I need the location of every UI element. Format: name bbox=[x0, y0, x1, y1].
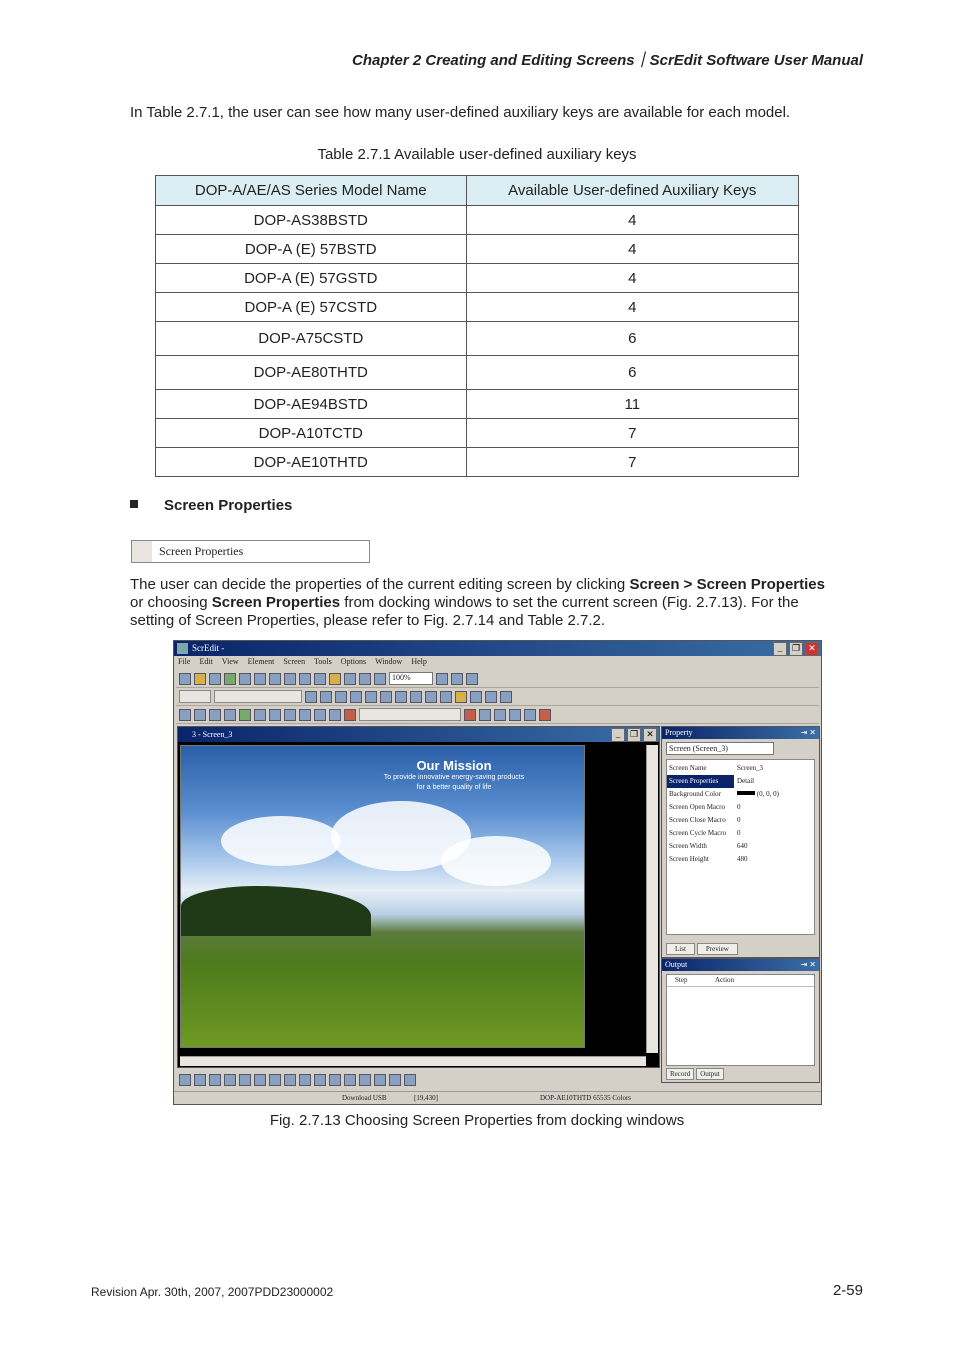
column-header: Action bbox=[715, 976, 735, 984]
property-row[interactable] bbox=[667, 840, 814, 853]
bar-icon[interactable] bbox=[209, 709, 221, 721]
bold-icon[interactable] bbox=[410, 691, 422, 703]
menu-element[interactable]: Element bbox=[247, 657, 275, 666]
model-cell: DOP-A10TCTD bbox=[156, 419, 467, 448]
zoom-out-icon[interactable] bbox=[451, 673, 463, 685]
tab-list[interactable]: List bbox=[666, 943, 695, 955]
app-icon bbox=[177, 643, 188, 654]
property-value bbox=[734, 788, 779, 801]
status-bar bbox=[174, 1091, 821, 1104]
running-header: Chapter 2 Creating and Editing Screens｜ScrEdit Software User Manual bbox=[352, 52, 863, 69]
output-grid bbox=[666, 974, 815, 1066]
mission-line: To provide innovative energy-saving products bbox=[383, 774, 525, 781]
download-icon[interactable] bbox=[539, 709, 551, 721]
minimize-icon[interactable]: _ bbox=[611, 728, 625, 742]
menu-screen[interactable]: Screen bbox=[283, 657, 306, 666]
keys-cell: 7 bbox=[466, 419, 798, 448]
new-icon[interactable] bbox=[179, 673, 191, 685]
zoom-select[interactable]: 100% bbox=[389, 672, 433, 685]
property-key: Screen Height bbox=[669, 855, 709, 863]
menu-help[interactable]: Help bbox=[411, 657, 427, 666]
compile-icon[interactable] bbox=[374, 673, 386, 685]
chart-icon[interactable] bbox=[299, 709, 311, 721]
column-header: Available User-defined Auxiliary Keys bbox=[466, 176, 798, 206]
layout-m-icon[interactable] bbox=[359, 1074, 371, 1086]
layout-n-icon[interactable] bbox=[374, 1074, 386, 1086]
layer-icon[interactable] bbox=[500, 691, 512, 703]
text-icon[interactable] bbox=[395, 691, 407, 703]
align-top-icon[interactable] bbox=[350, 691, 362, 703]
layout-toolbar bbox=[176, 1071, 663, 1088]
status-coords: [19,430] bbox=[414, 1094, 438, 1102]
color-swatch bbox=[737, 791, 755, 795]
standard-toolbar bbox=[176, 670, 819, 688]
figure-caption: Fig. 2.7.13 Choosing Screen Properties from docking windows bbox=[269, 1112, 685, 1129]
layout-i-icon[interactable] bbox=[299, 1074, 311, 1086]
tool-a-icon[interactable] bbox=[464, 709, 476, 721]
layout-k-icon[interactable] bbox=[329, 1074, 341, 1086]
open-icon[interactable] bbox=[194, 673, 206, 685]
property-value: 640 bbox=[737, 842, 748, 850]
circle-icon[interactable] bbox=[254, 709, 266, 721]
align-center-icon[interactable] bbox=[320, 691, 332, 703]
tab-preview[interactable]: Preview bbox=[697, 943, 738, 955]
keys-cell: 7 bbox=[466, 448, 798, 477]
property-row[interactable] bbox=[667, 788, 814, 801]
tab-record[interactable]: Record bbox=[666, 1068, 694, 1080]
property-key: Screen Width bbox=[669, 842, 707, 850]
layout-c-icon[interactable] bbox=[209, 1074, 221, 1086]
menu-window[interactable]: Window bbox=[375, 657, 403, 666]
table-row bbox=[156, 235, 799, 264]
screen-canvas[interactable] bbox=[180, 745, 585, 1048]
model-cell: DOP-A (E) 57BSTD bbox=[156, 235, 467, 264]
property-key: Background Color bbox=[669, 790, 721, 798]
property-value: 0 bbox=[737, 816, 741, 824]
screen-properties-menu-item[interactable] bbox=[131, 540, 370, 563]
column-header: Step bbox=[675, 976, 688, 984]
table-row bbox=[156, 264, 799, 293]
layout-l-icon[interactable] bbox=[344, 1074, 356, 1086]
keys-cell: 11 bbox=[466, 390, 798, 419]
element-toolbar bbox=[176, 706, 819, 724]
find-icon[interactable] bbox=[314, 673, 326, 685]
section-title: Screen Properties bbox=[164, 497, 293, 514]
lamp-icon[interactable] bbox=[239, 709, 251, 721]
model-cell: DOP-A (E) 57GSTD bbox=[156, 264, 467, 293]
layout-icon[interactable] bbox=[470, 691, 482, 703]
tool-e-icon[interactable] bbox=[524, 709, 536, 721]
tool-c-icon[interactable] bbox=[494, 709, 506, 721]
tab-output[interactable]: Output bbox=[696, 1068, 723, 1080]
model-cell: DOP-AE94BSTD bbox=[156, 390, 467, 419]
restore-icon[interactable]: ❐ bbox=[627, 728, 641, 742]
align-left-icon[interactable] bbox=[305, 691, 317, 703]
property-key: Screen Properties bbox=[667, 775, 734, 788]
aux-keys-table bbox=[155, 175, 799, 477]
graph-icon[interactable] bbox=[344, 709, 356, 721]
text-run: from docking windows to set the current screen (Fig. 2.7.13). For the setting of Screen Properties, please refer to Fig. 2.7.14 and Table 2.7.2. bbox=[130, 594, 799, 629]
property-row[interactable] bbox=[667, 853, 814, 866]
underline-icon[interactable] bbox=[440, 691, 452, 703]
menu-tools[interactable]: Tools bbox=[314, 657, 332, 666]
app-titlebar bbox=[174, 641, 821, 656]
table-row bbox=[156, 448, 799, 477]
mission-text bbox=[344, 758, 564, 793]
align-right-icon[interactable] bbox=[335, 691, 347, 703]
output-columns bbox=[667, 975, 814, 987]
export-icon[interactable] bbox=[224, 673, 236, 685]
output-tabs bbox=[666, 1068, 724, 1080]
section-heading bbox=[130, 497, 292, 514]
zoom-fit-icon[interactable] bbox=[466, 673, 478, 685]
mission-title: Our Mission bbox=[416, 758, 492, 773]
save-icon[interactable] bbox=[209, 673, 221, 685]
text-run: or choosing bbox=[130, 594, 212, 611]
column-header: DOP-A/AE/AS Series Model Name bbox=[156, 176, 467, 206]
align-bottom-icon[interactable] bbox=[380, 691, 392, 703]
color-icon[interactable] bbox=[455, 691, 467, 703]
page-number: 2-59 bbox=[832, 1282, 863, 1299]
layout-e-icon[interactable] bbox=[239, 1074, 251, 1086]
font-size-combo[interactable] bbox=[179, 690, 211, 703]
menu-edit[interactable]: Edit bbox=[199, 657, 213, 666]
pipe-icon[interactable] bbox=[224, 709, 236, 721]
table-header-row bbox=[156, 176, 799, 206]
table-row bbox=[156, 322, 799, 356]
undo-icon[interactable] bbox=[239, 673, 251, 685]
property-row[interactable] bbox=[667, 827, 814, 840]
paste-icon[interactable] bbox=[299, 673, 311, 685]
layout-f-icon[interactable] bbox=[254, 1074, 266, 1086]
layout-g-icon[interactable] bbox=[269, 1074, 281, 1086]
keys-cell: 4 bbox=[466, 235, 798, 264]
property-tabs bbox=[666, 943, 738, 955]
menu-bar bbox=[174, 657, 821, 669]
model-cell: DOP-AS38BSTD bbox=[156, 206, 467, 235]
grid-icon[interactable] bbox=[485, 691, 497, 703]
layout-a-icon[interactable] bbox=[179, 1074, 191, 1086]
editor-title: 3 - Screen_3 bbox=[192, 730, 233, 739]
horizontal-scrollbar[interactable] bbox=[180, 1056, 646, 1066]
screen-icon[interactable] bbox=[344, 673, 356, 685]
output-panel bbox=[661, 958, 820, 1083]
keys-cell: 4 bbox=[466, 264, 798, 293]
output-titlebar bbox=[662, 959, 819, 971]
property-value: 0 bbox=[737, 829, 741, 837]
table-icon[interactable] bbox=[314, 709, 326, 721]
property-row[interactable] bbox=[667, 801, 814, 814]
object-select[interactable]: Screen (Screen_3) bbox=[666, 742, 774, 755]
tool-b-icon[interactable] bbox=[479, 709, 491, 721]
table-row bbox=[156, 356, 799, 390]
layout-b-icon[interactable] bbox=[194, 1074, 206, 1086]
italic-icon[interactable] bbox=[425, 691, 437, 703]
property-value: Screen_3 bbox=[737, 764, 764, 772]
text-run: The user can decide the properties of the current editing screen by clicking bbox=[130, 576, 630, 593]
property-panel bbox=[661, 726, 820, 958]
property-value: 480 bbox=[737, 855, 748, 863]
property-titlebar bbox=[662, 727, 819, 739]
cut-icon[interactable] bbox=[269, 673, 281, 685]
editor-window-controls bbox=[611, 728, 657, 742]
print-icon[interactable] bbox=[359, 673, 371, 685]
intro-text: In Table 2.7.1, the user can see how many user-defined auxiliary keys are available for each model. bbox=[130, 104, 791, 121]
folder-icon[interactable] bbox=[329, 673, 341, 685]
color-value: (0, 0, 0) bbox=[756, 790, 779, 798]
pin-close-icon[interactable]: ⇥ ✕ bbox=[800, 728, 816, 737]
app-title: ScrEdit - bbox=[192, 643, 225, 653]
body-paragraph bbox=[130, 576, 830, 630]
property-row[interactable] bbox=[667, 814, 814, 827]
model-cell: DOP-A (E) 57CSTD bbox=[156, 293, 467, 322]
redo-icon[interactable] bbox=[254, 673, 266, 685]
pin-close-icon[interactable]: ⇥ ✕ bbox=[800, 960, 816, 969]
screen-editor-window bbox=[177, 726, 660, 1068]
property-title: Property bbox=[665, 728, 693, 737]
layout-d-icon[interactable] bbox=[224, 1074, 236, 1086]
bullet-square-icon bbox=[130, 500, 138, 508]
menu-file[interactable]: File bbox=[178, 657, 191, 666]
property-key: Screen Name bbox=[669, 764, 707, 772]
align-middle-icon[interactable] bbox=[365, 691, 377, 703]
cloud-shape bbox=[441, 836, 551, 886]
property-row-selected[interactable] bbox=[667, 775, 814, 788]
keys-cell: 4 bbox=[466, 206, 798, 235]
copy-icon[interactable] bbox=[284, 673, 296, 685]
tool-d-icon[interactable] bbox=[509, 709, 521, 721]
meter-icon[interactable] bbox=[194, 709, 206, 721]
editor-titlebar bbox=[178, 727, 659, 742]
output-title: Output bbox=[665, 960, 688, 969]
menu-options[interactable]: Options bbox=[340, 657, 367, 666]
table-row bbox=[156, 419, 799, 448]
zoom-in-icon[interactable] bbox=[436, 673, 448, 685]
keys-cell: 6 bbox=[466, 356, 798, 390]
rect-icon[interactable] bbox=[269, 709, 281, 721]
button-element-icon[interactable] bbox=[179, 709, 191, 721]
layout-h-icon[interactable] bbox=[284, 1074, 296, 1086]
close-icon[interactable]: ✕ bbox=[805, 642, 819, 656]
table-row bbox=[156, 293, 799, 322]
property-key: Screen Cycle Macro bbox=[669, 829, 727, 837]
tree-line bbox=[181, 886, 371, 936]
alarm-icon[interactable] bbox=[329, 709, 341, 721]
property-value: 0 bbox=[737, 803, 741, 811]
cloud-shape bbox=[221, 816, 341, 866]
layout-p-icon[interactable] bbox=[404, 1074, 416, 1086]
font-name-combo[interactable] bbox=[214, 690, 302, 703]
element-combo[interactable] bbox=[359, 708, 461, 721]
window-controls bbox=[773, 642, 819, 656]
menu-view[interactable]: View bbox=[221, 657, 239, 666]
status-download: Download USB bbox=[342, 1094, 387, 1102]
model-cell: DOP-AE80THTD bbox=[156, 356, 467, 390]
property-grid bbox=[666, 759, 815, 935]
mission-line: for a better quality of life bbox=[416, 784, 492, 791]
property-value: Detail bbox=[737, 777, 755, 785]
status-model: DOP-AE10THTD 65535 Colors bbox=[540, 1094, 631, 1102]
model-cell: DOP-AE10THTD bbox=[156, 448, 467, 477]
close-icon[interactable]: ✕ bbox=[643, 728, 657, 742]
keys-cell: 6 bbox=[466, 322, 798, 356]
property-key: Screen Close Macro bbox=[669, 816, 726, 824]
footer-revision: Revision Apr. 30th, 2007, 2007PDD23000002 bbox=[91, 1285, 334, 1299]
minimize-icon[interactable]: _ bbox=[773, 642, 787, 656]
menu-item-label: Screen Properties bbox=[159, 544, 244, 558]
scredit-screenshot bbox=[173, 640, 822, 1105]
restore-icon[interactable]: ❐ bbox=[789, 642, 803, 656]
vertical-scrollbar[interactable] bbox=[646, 745, 658, 1053]
table-caption: Table 2.7.1 Available user-defined auxiliary keys bbox=[317, 146, 637, 163]
model-cell: DOP-A75CSTD bbox=[156, 322, 467, 356]
bold-run: Screen > Screen Properties bbox=[629, 576, 825, 593]
bold-run: Screen Properties bbox=[211, 594, 341, 611]
table-row bbox=[156, 206, 799, 235]
keys-cell: 4 bbox=[466, 293, 798, 322]
layout-j-icon[interactable] bbox=[314, 1074, 326, 1086]
format-toolbar bbox=[176, 688, 819, 706]
input-icon[interactable] bbox=[284, 709, 296, 721]
layout-o-icon[interactable] bbox=[389, 1074, 401, 1086]
property-key: Screen Open Macro bbox=[669, 803, 725, 811]
property-row[interactable] bbox=[667, 762, 814, 775]
table-row bbox=[156, 390, 799, 419]
